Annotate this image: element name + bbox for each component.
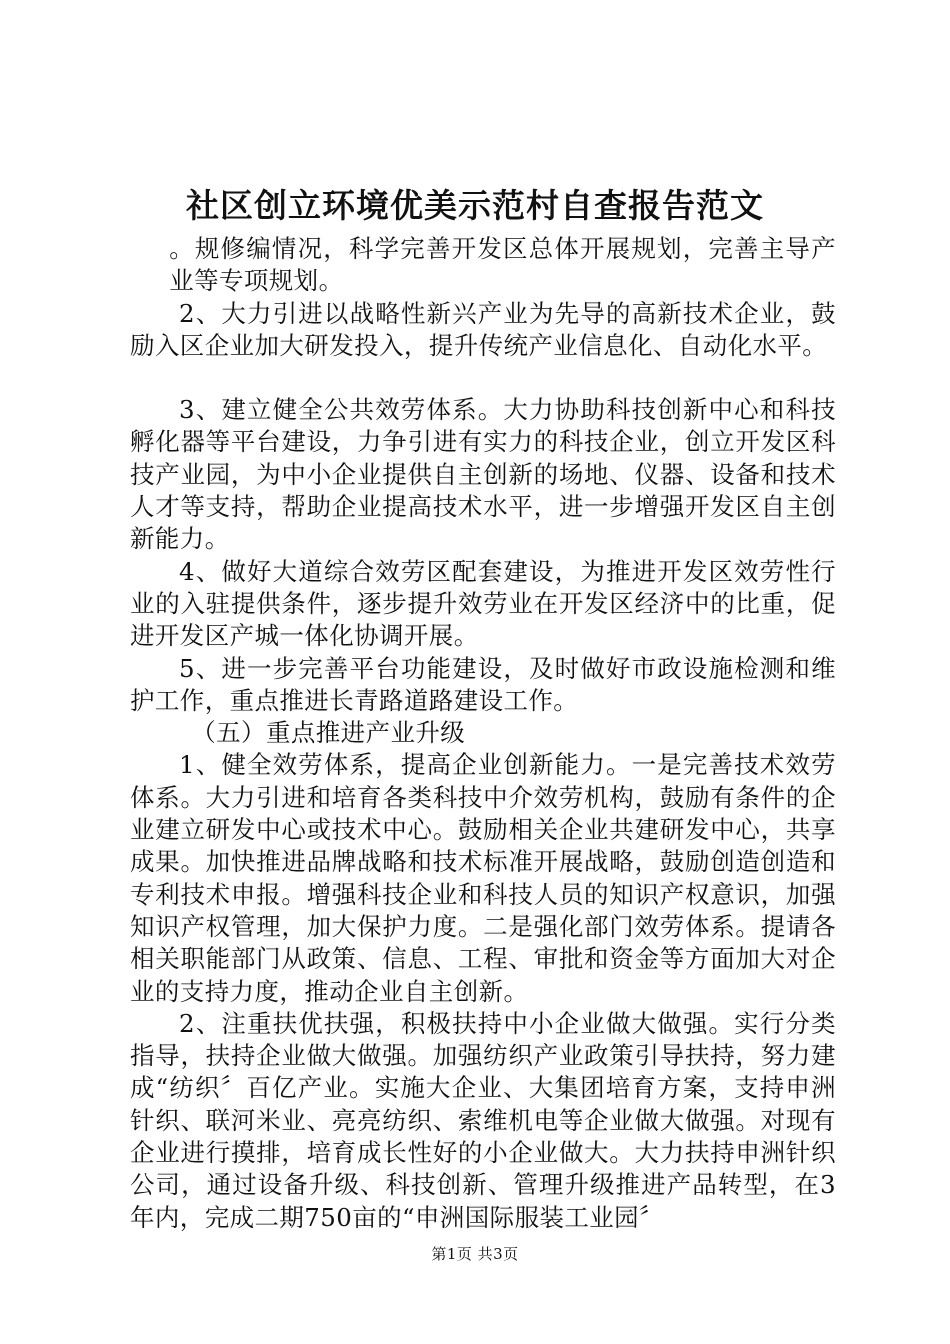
paragraph-section-item-2: 2、注重扶优扶强，积极扶持中小企业做大做强。实行分类指导，扶持企业做大做强。加强纺织产业政策引导扶持，努力建成“纺织〞百亿产业。实施大企业、大集团培育方案，支持申洲针织、联河米业、亮亮纺织、索维机电等企业做大做强。对现有企业进行摸排，培育成长性好的小企业做大。大力扶持申洲针织公司，通过设备升级、科技创新、管理升级推进产品转型，在3年内，完成二期750亩的“申洲国际服装工业园〞 xyxy=(130,1008,836,1232)
document-title: 社区创立环境优美示范村自查报告范文 xyxy=(186,186,764,225)
paragraph-item-2: 2、大力引进以战略性新兴产业为先导的高新技术企业，鼓励入区企业加大研发投入，提升传统产业信息化、自动化水平。 xyxy=(130,298,836,360)
page-number: 第1页 共3页 xyxy=(431,1245,519,1263)
paragraph-item-4: 4、做好大道综合效劳区配套建设，为推进开发区效劳性行业的入驻提供条件，逐步提升效劳业在开发区经济中的比重，促进开发区产城一体化协调开展。 xyxy=(130,556,836,651)
paragraph-item-3: 3、建立健全公共效劳体系。大力协助科技创新中心和科技孵化器等平台建设，力争引进有实力的科技企业，创立开发区科技产业园，为中小企业提供自主创新的场地、仪器、设备和技术人才等支持，帮助企业提高技术水平，进一步增强开发区自主创新能力。 xyxy=(130,395,836,554)
paragraph-section-item-1: 1、健全效劳体系，提高企业创新能力。一是完善技术效劳体系。大力引进和培育各类科技中介效劳机构，鼓励有条件的企业建立研发中心或技术中心。鼓励相关企业共建研发中心，共享成果。加快推进品牌战略和技术标准开展战略，鼓励创造创造和专利技术申报。增强科技企业和科技人员的知识产权意识，加强知识产权管理，加大保护力度。二是强化部门效劳体系。提请各相关职能部门从政策、信息、工程、审批和资金等方面加大对企业的支持力度，推动企业自主创新。 xyxy=(130,750,836,1006)
document-body xyxy=(130,233,836,1234)
section-heading: （五）重点推进产业升级 xyxy=(191,718,466,748)
paragraph-item-5: 5、进一步完善平台功能建设，及时做好市政设施检测和维护工作，重点推进长青路道路建设工作。 xyxy=(130,653,836,715)
paragraph-intro: 。规修编情况，科学完善开发区总体开展规划，完善主导产业等专项规划。 xyxy=(169,234,836,296)
